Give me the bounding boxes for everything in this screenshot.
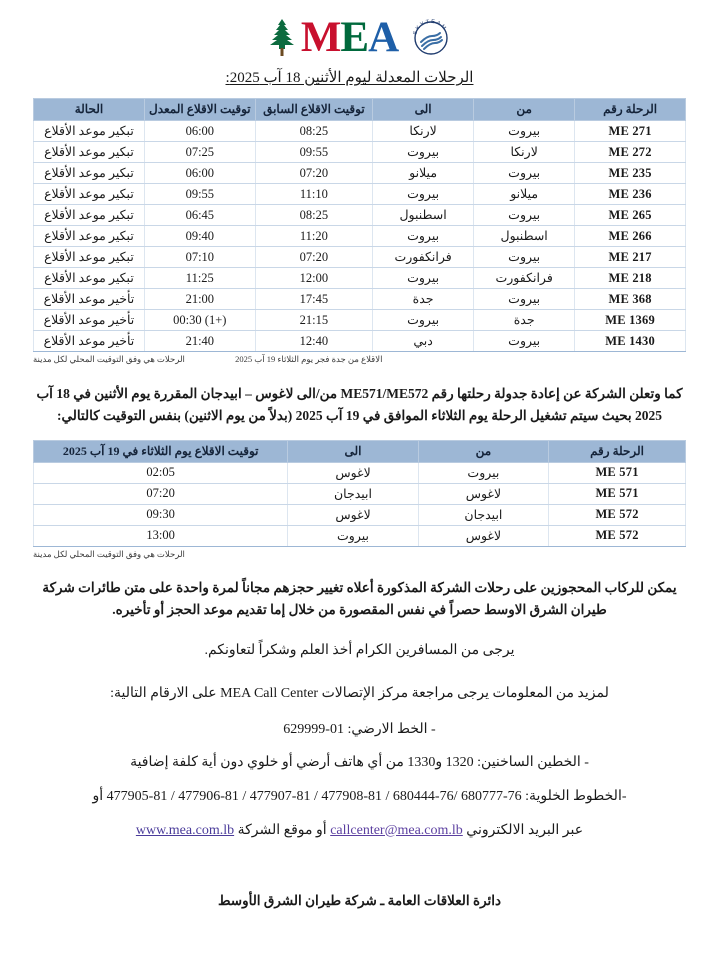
cell-flight-number: ME 265: [575, 205, 686, 226]
paragraph-reschedule: كما وتعلن الشركة عن إعادة جدولة رحلتها رقم ME571/ME572 من/الى لاغوس – ابيدجان المقررة يوم الأثنين في 18 آب 2025 بحيث سيتم تشغيل الرحلة يوم الثلاثاء الموافق في 19 آب 2025 (بدلاً من يوم الاثنين) بنفس التوقيت كالتالي:: [36, 386, 683, 423]
mea-letter-e: E: [340, 14, 369, 61]
cell-to: بيروت: [288, 525, 418, 546]
svg-text:SKYTEAM: SKYTEAM: [412, 18, 448, 36]
cell-from: بيروت: [474, 205, 575, 226]
cell-status: تبكير موعد الأقلاع: [34, 142, 145, 163]
header-revised-departure: توقيت الاقلاع المعدل: [144, 99, 255, 121]
cell-to: دبي: [373, 331, 474, 352]
paragraph-thanks: يرجى من المسافرين الكرام أخذ العلم وشكراً لتعاونكم.: [204, 643, 515, 659]
cell-status: تبكير موعد الأقلاع: [34, 184, 145, 205]
cell-previous-departure: 11:10: [255, 184, 372, 205]
table-row: [34, 205, 686, 226]
cell-from: بيروت: [474, 331, 575, 352]
header-to: الى: [373, 99, 474, 121]
table-row: [34, 163, 686, 184]
cell-flight-number: ME 236: [575, 184, 686, 205]
cell-status: تأخير موعد الأقلاع: [34, 331, 145, 352]
contact-hotlines: - الخطين الساخنين: 1320 و1330 من أي هاتف أرضي أو خلوي دون أية كلفة إضافية: [130, 755, 589, 771]
table-row: [34, 462, 686, 483]
cell-flight-number: ME 272: [575, 142, 686, 163]
cell-from: ابيدجان: [418, 504, 548, 525]
table-row: [34, 226, 686, 247]
cell-status: تبكير موعد الأقلاع: [34, 163, 145, 184]
cell-revised-departure: 09:55: [144, 184, 255, 205]
table-row: [34, 310, 686, 331]
cell-previous-departure: 07:20: [255, 247, 372, 268]
cell-status: تأخير موعد الأقلاع: [34, 310, 145, 331]
table-row: [34, 247, 686, 268]
cell-previous-departure: 12:00: [255, 268, 372, 289]
table-header-row: [34, 99, 686, 121]
revised-flights-table: [33, 98, 686, 352]
cell-status: تبكير موعد الأقلاع: [34, 121, 145, 142]
cell-from: جدة: [474, 310, 575, 331]
cell-previous-departure: 17:45: [255, 289, 372, 310]
mea-logo: [265, 14, 399, 61]
contact-landline: - الخط الارضي: 01-629999: [283, 721, 436, 737]
table1-note-right: الرحلات هي وفق التوقيت المحلي لكل مدينة: [33, 354, 185, 364]
cell-from: فرانكفورت: [474, 268, 575, 289]
cell-previous-departure: 08:25: [255, 205, 372, 226]
cell-revised-departure: 07:10: [144, 247, 255, 268]
cell-flight-number: ME 271: [575, 121, 686, 142]
cell-departure-time: 09:30: [34, 504, 288, 525]
cell-from: بيروت: [418, 462, 548, 483]
table-row: [34, 121, 686, 142]
rescheduled-flights-table-container: [0, 440, 719, 547]
table-row: [34, 331, 686, 352]
cell-from: بيروت: [474, 247, 575, 268]
mea-letter-a: A: [368, 14, 399, 61]
cell-to: لارنكا: [373, 121, 474, 142]
header2-to: الى: [288, 440, 418, 462]
cell-previous-departure: 07:20: [255, 163, 372, 184]
header-status: الحالة: [34, 99, 145, 121]
cell-to: بيروت: [373, 184, 474, 205]
paragraph-rebooking-policy: يمكن للركاب المحجوزين على رحلات الشركة المذكورة أعلاه تغيير حجزهم مجاناً لمرة واحدة على متن طائرات شركة طيران الشرق الاوسط حصراً في نفس المقصورة من خلال إما تقديم موعد الحجز أو تأخيره.: [42, 579, 677, 617]
cell-from: بيروت: [474, 121, 575, 142]
cell-revised-departure: 06:00: [144, 121, 255, 142]
cell-to: بيروت: [373, 226, 474, 247]
cell-status: تأخير موعد الأقلاع: [34, 289, 145, 310]
cell-to: جدة: [373, 289, 474, 310]
cell-flight-number: ME 1369: [575, 310, 686, 331]
cell-status: تبكير موعد الأقلاع: [34, 247, 145, 268]
signature-line: دائرة العلاقات العامة ـ شركة طيران الشرق الأوسط: [217, 893, 502, 909]
page-title: [0, 68, 719, 87]
contact-email-website: [0, 820, 719, 842]
table-row: [34, 289, 686, 310]
skyteam-logo-icon: [408, 15, 454, 61]
table-row: [34, 525, 686, 546]
cell-to: اسطنبول: [373, 205, 474, 226]
mea-wordmark: [300, 14, 399, 61]
cell-to: بيروت: [373, 142, 474, 163]
cell-previous-departure: 21:15: [255, 310, 372, 331]
cell-from: بيروت: [474, 289, 575, 310]
callcenter-email-link[interactable]: callcenter@mea.com.lb: [330, 822, 463, 838]
table-row: [34, 268, 686, 289]
cell-status: تبكير موعد الأقلاع: [34, 268, 145, 289]
cell-revised-departure: 06:00: [144, 163, 255, 184]
cell-from: لاغوس: [418, 483, 548, 504]
header2-from: من: [418, 440, 548, 462]
cell-flight-number: ME 218: [575, 268, 686, 289]
cell-status: تبكير موعد الأقلاع: [34, 205, 145, 226]
cell-from: لاغوس: [418, 525, 548, 546]
table2-note-text: الرحلات هي وفق التوقيت المحلي لكل مدينة: [33, 548, 185, 559]
email-prefix-label: عبر البريد الالكتروني: [466, 822, 584, 838]
cell-status: تبكير موعد الأقلاع: [34, 226, 145, 247]
mea-website-link[interactable]: www.mea.com.lb: [135, 822, 235, 838]
cell-previous-departure: 11:20: [255, 226, 372, 247]
page-title-text: الرحلات المعدلة ليوم الأثنين 18 آب 2025:: [225, 70, 474, 86]
table2-note: [0, 547, 719, 560]
cell-flight-number: ME 266: [575, 226, 686, 247]
cell-previous-departure: 12:40: [255, 331, 372, 352]
cedar-tree-icon: [265, 18, 299, 58]
website-prefix-label: أو موقع الشركة: [237, 822, 327, 838]
mea-letter-m: M: [300, 14, 341, 61]
cell-from: ميلانو: [474, 184, 575, 205]
table2-header-row: [34, 440, 686, 462]
table1-note-left: الاقلاع من جدة فجر يوم الثلاثاء 19 آب 2025: [235, 354, 383, 364]
cell-flight-number: ME 572: [549, 504, 686, 525]
cell-revised-departure: 21:00: [144, 289, 255, 310]
header-flight-number: الرحلة رقم: [575, 99, 686, 121]
table-row: [34, 483, 686, 504]
cell-to: لاغوس: [288, 462, 418, 483]
cell-revised-departure: 21:40: [144, 331, 255, 352]
cell-revised-departure: 06:45: [144, 205, 255, 226]
logo-bar: [0, 0, 719, 61]
rescheduled-flights-table: [33, 440, 686, 547]
cell-from: لارنكا: [474, 142, 575, 163]
cell-departure-time: 13:00: [34, 525, 288, 546]
cell-revised-departure: (+1) 00:30: [144, 310, 255, 331]
cell-departure-time: 07:20: [34, 483, 288, 504]
header-previous-departure: توقيت الاقلاع السابق: [255, 99, 372, 121]
cell-to: ابيدجان: [288, 483, 418, 504]
cell-previous-departure: 09:55: [255, 142, 372, 163]
cell-departure-time: 02:05: [34, 462, 288, 483]
header2-flight-number: الرحلة رقم: [549, 440, 686, 462]
header-from: من: [474, 99, 575, 121]
cell-revised-departure: 09:40: [144, 226, 255, 247]
cell-flight-number: ME 572: [549, 525, 686, 546]
contact-mobiles: -الخطوط الخلوية: 76-680777 /76-680444 / 81-477908 / 81-477907 / 81-477906 / 81-477905 أو: [92, 788, 627, 804]
cell-to: بيروت: [373, 310, 474, 331]
cell-previous-departure: 08:25: [255, 121, 372, 142]
cell-flight-number: ME 235: [575, 163, 686, 184]
cell-from: بيروت: [474, 163, 575, 184]
cell-flight-number: ME 571: [549, 483, 686, 504]
cell-to: فرانكفورت: [373, 247, 474, 268]
cell-to: بيروت: [373, 268, 474, 289]
header2-departure-time: توقيت الاقلاع يوم الثلاثاء في 19 آب 2025: [34, 440, 288, 462]
cell-to: لاغوس: [288, 504, 418, 525]
cell-flight-number: ME 217: [575, 247, 686, 268]
table-row: [34, 184, 686, 205]
cell-flight-number: ME 1430: [575, 331, 686, 352]
cell-revised-departure: 11:25: [144, 268, 255, 289]
table1-note: [0, 352, 719, 365]
cell-from: اسطنبول: [474, 226, 575, 247]
cell-flight-number: ME 368: [575, 289, 686, 310]
revised-flights-table-container: [0, 98, 719, 352]
table-row: [34, 142, 686, 163]
contact-intro: لمزيد من المعلومات يرجى مراجعة مركز الإتصالات MEA Call Center على الارقام التالية:: [110, 685, 609, 701]
cell-to: ميلانو: [373, 163, 474, 184]
table-row: [34, 504, 686, 525]
cell-flight-number: ME 571: [549, 462, 686, 483]
cell-revised-departure: 07:25: [144, 142, 255, 163]
